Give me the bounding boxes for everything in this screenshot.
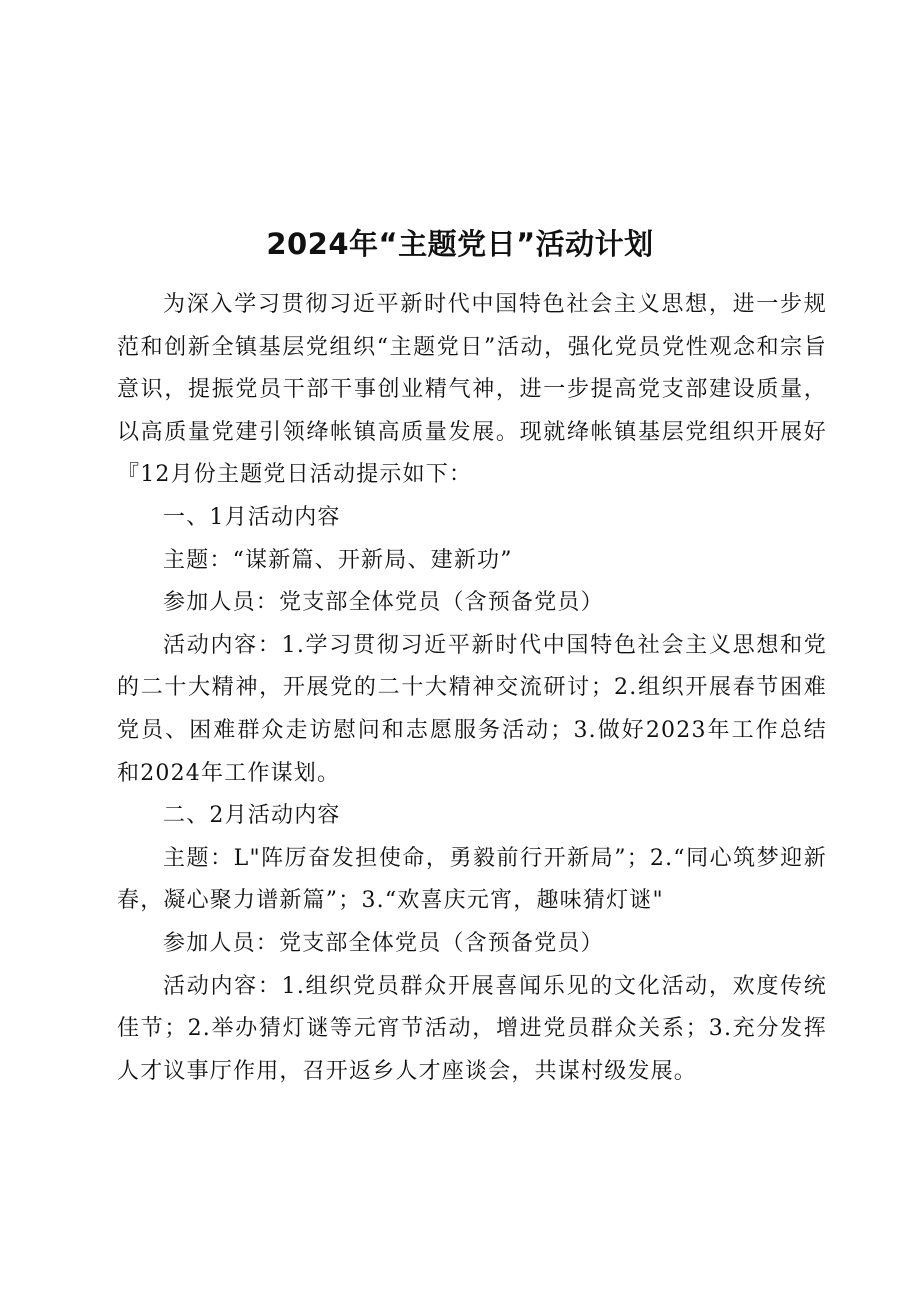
section-2-participants: 参加人员：党支部全体党员（含预备党员） xyxy=(163,930,604,956)
section-2-heading: 二、2月活动内容 xyxy=(163,803,341,829)
intro-paragraph: 为深入学习贯彻习近平新时代中国特色社会主义思想，进一步规范和创新全镇基层党组织“主题党日”活动，强化党员党性观念和宗旨意识，提振党员干部干事创业精气神，进一步提高党支部建设质量，以高质量党建引领绛帐镇高质量发展。现就绛帐镇基层党组织开展好『12月份主题党日活动提示如下： xyxy=(117,292,827,488)
section-2-theme: 主题：L"阵厉奋发担使命，勇毅前行开新局”；2.“同心筑梦迎新春，凝心聚力谱新篇”；3.“欢喜庆元宵，趣味猜灯谜" xyxy=(117,845,827,914)
document-title: 2024年“主题党日”活动计划 xyxy=(266,227,654,261)
section-1-heading: 一、1月活动内容 xyxy=(163,504,341,530)
document-body xyxy=(117,284,827,1093)
section-1-theme: 主题：“谋新篇、开新局、建新功” xyxy=(163,547,513,573)
section-2-content: 活动内容：1.组织党员群众开展喜闻乐见的文化活动，欢度传统佳节；2.举办猜灯谜等元宵节活动，增进党员群众关系；3.充分发挥人才议事厅作用，召开返乡人才座谈会，共谋村级发展。 xyxy=(117,973,827,1084)
section-1-participants: 参加人员：党支部全体党员（含预备党员） xyxy=(163,590,604,616)
section-1-content: 活动内容：1.学习贯彻习近平新时代中国特色社会主义思想和党的二十大精神，开展党的二十大精神交流研讨；2.组织开展春节困难党员、困难群众走访慰问和志愿服务活动；3.做好2023年工作总结和2024年工作谋划。 xyxy=(117,632,827,786)
